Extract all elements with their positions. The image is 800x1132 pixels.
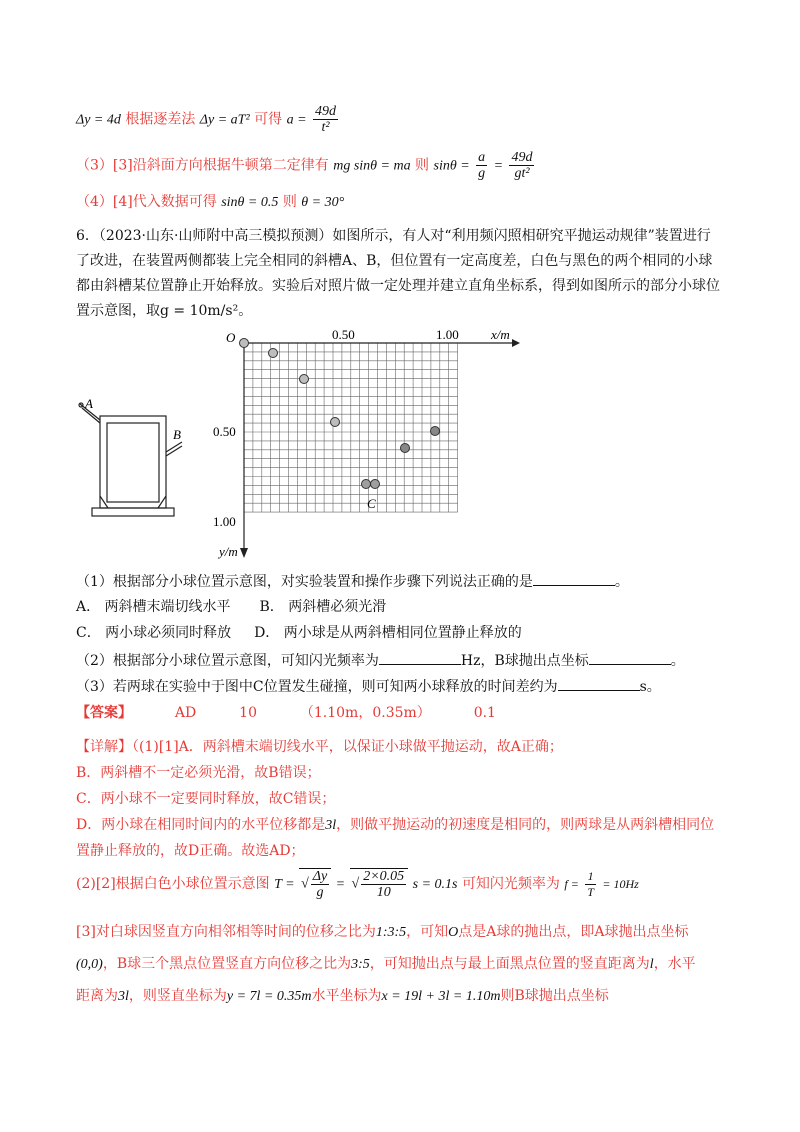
ball-white-1 [269, 349, 278, 358]
blank-1[interactable] [533, 571, 615, 586]
sin-theta-value: sinθ = 0.5 [221, 195, 279, 210]
detail-7 [76, 922, 689, 943]
detail-9c: 水平坐标为 [311, 988, 382, 1004]
origin-label: O [226, 330, 236, 345]
ball-white-2 [300, 375, 309, 384]
question-2-text-b: Hz，B球抛出点坐标 [460, 653, 589, 669]
x-tick-050: 0.50 [332, 327, 355, 342]
x-axis-arrow [512, 339, 520, 347]
apparatus-board [107, 423, 159, 502]
question-2-end: 。 [670, 653, 685, 669]
question-1 [76, 571, 629, 592]
ball-white-origin [240, 339, 249, 348]
question-3 [76, 676, 661, 697]
length-3l: 3l [118, 989, 129, 1004]
apparatus-base [92, 508, 174, 516]
text-get: 可得 [254, 111, 283, 128]
sqrt-1: √ $\frac{\Delta y}{g}$ [299, 868, 331, 900]
x-axis-label: x/m [491, 327, 510, 342]
text-method: 根据逐差法 [125, 111, 196, 128]
length-l: l [649, 957, 654, 972]
text-then: 则 [415, 157, 430, 174]
y-tick-050: 0.50 [213, 424, 236, 439]
detail-2: B．两斜槽不一定必须光滑，故B错误； [76, 765, 321, 781]
text-then-2: 则 [282, 194, 297, 210]
sqrt-2: √ $\frac{2\times 0.05}{10}$ [350, 868, 409, 900]
fraction-49d-gt2: $\frac{49d}{\text{gt²}}$ [511, 150, 533, 181]
detail-4a: D．两小球在相同时间内的水平位移都是 [76, 817, 326, 833]
freq-value: = 10Hz [602, 877, 639, 891]
point-o: O [448, 925, 459, 940]
delta-y-at2: Δy = aT² [199, 112, 250, 128]
detail-3: C．两小球不一定要同时释放，故C错误； [76, 791, 336, 807]
equals-sign: = [493, 158, 504, 174]
answer-line [76, 703, 496, 723]
fraction-a-g: $\frac{a}{g}$ [478, 150, 486, 181]
figure [70, 322, 530, 560]
y-axis-label: y/m [219, 544, 238, 559]
ball-white-3 [331, 418, 340, 427]
detail-9 [76, 986, 609, 1007]
a-eq: a = [286, 112, 307, 128]
label-c: C [367, 496, 376, 511]
label-a: A [85, 396, 93, 411]
question-1-end: 。 [614, 574, 629, 590]
options-row-1 [76, 597, 386, 617]
ball-black-2 [401, 444, 410, 453]
options-row-2 [76, 623, 522, 643]
detail-8b: ，可知抛出点与最上面黑点位置的竖直距离为 [369, 956, 650, 972]
y-axis-arrow [240, 548, 248, 558]
detail-9d: 则B球抛出点坐标 [500, 988, 609, 1004]
answer-1: AD [174, 705, 197, 721]
sin-theta-eq: sinθ = [433, 158, 470, 174]
question-1-text: （1）根据部分小球位置示意图，对实验装置和操作步骤下列说法正确的是 [76, 574, 533, 590]
detail-4 [76, 815, 714, 836]
question-stem-1: 6．（2023·山东·山师附中高三模拟预测）如图所示，有人对“利用频闪照相研究平抛运动规律”装置进行 [76, 228, 711, 244]
ball-white-4 [362, 480, 371, 489]
mg-sin-eq: mg sinθ = ma [333, 158, 411, 174]
question-2 [76, 650, 685, 671]
delta-y-eq: Δy = 4d [76, 112, 121, 128]
detail-7c: 点是A球的抛出点，即A球抛出点坐标 [458, 924, 689, 940]
formula-line-3 [76, 192, 344, 213]
question-2-text: （2）根据部分小球位置示意图，可知闪光频率为 [76, 653, 379, 669]
answer-2: 10 [239, 705, 257, 721]
freq-eq: f = [564, 877, 579, 891]
equals-sign-2: = [335, 877, 346, 892]
option-b: B． 两斜槽必须光滑 [259, 599, 387, 615]
detail-9b: ，则竖直坐标为 [128, 988, 227, 1004]
question-stem-2: 了改进，在装置两侧都装上完全相同的斜槽A、B，但位置有一定高度差，白色与黑色的两个相同的小球 [76, 253, 713, 269]
x-coord: x = 19l + 3l = 1.10m [381, 989, 501, 1004]
theta-value: θ = 30° [301, 195, 345, 210]
grid [244, 343, 458, 512]
option-c: C． 两小球必须同时释放 [76, 625, 232, 641]
detail-7a: [3]对白球因竖直方向相邻相等时间的位移之比为 [76, 924, 376, 940]
question-stem-4: 置示意图，取g = 10m/s²。 [76, 303, 253, 319]
fraction-1-T: $\frac{1}{T}$ [587, 868, 594, 899]
formula-line-1 [76, 104, 340, 135]
formula-line-2 [76, 150, 536, 181]
question-3-text: （3）若两球在实验中于图中C位置发生碰撞，则可知两小球释放的时间差约为 [76, 679, 558, 695]
blank-4[interactable] [558, 676, 640, 691]
label-b: B [173, 427, 181, 442]
ball-black-1 [431, 427, 440, 436]
x-tick-100: 1.00 [436, 327, 459, 342]
period-value: s = 0.1s [412, 877, 458, 892]
y-tick-100: 1.00 [213, 514, 236, 529]
option-a: A． 两斜槽末端切线水平 [76, 599, 231, 615]
coord-origin: (0,0) [76, 957, 103, 972]
question-stem-3: 都由斜槽某位置静止开始释放。实验后对照片做一定处理并建立直角坐标系，得到如图所示的部分小球位 [76, 278, 720, 294]
blank-3[interactable] [589, 650, 671, 665]
detail-1: 【详解】（(1)[1]A．两斜槽末端切线水平，以保证小球做平抛运动，故A正确； [76, 739, 563, 755]
ratio-35: 3:5 [351, 957, 370, 972]
ball-black-3 [371, 480, 380, 489]
answer-label: 【答案】 [76, 705, 132, 721]
option-d: D． 两小球是从两斜槽相同位置静止释放的 [254, 625, 522, 641]
apparatus [79, 403, 182, 516]
detail-6b: 可知闪光频率为 [461, 876, 560, 892]
detail-9a: 距离为 [76, 988, 118, 1004]
period-eq: T = [274, 877, 295, 892]
detail-8a: ，B球三个黑点位置竖直方向位移之比为 [102, 956, 352, 972]
detail-5: 置静止释放的，故D正确。故选AD； [76, 843, 305, 859]
detail-6a: (2)[2]根据白色小球位置示意图 [76, 876, 270, 892]
fraction-49d-t2: $\frac{49d}{\text{t²}}$ [314, 104, 336, 135]
answer-3: （1.10m，0.35m） [299, 705, 431, 721]
blank-2[interactable] [379, 650, 461, 665]
detail-4b: ，则做平抛运动的初速度是相同的，则两球是从两斜槽相同位 [336, 817, 715, 833]
detail-8 [76, 954, 696, 975]
ratio-135: 1:3:5 [375, 925, 407, 940]
detail-4-math: 3l [325, 818, 337, 833]
apparatus-frame [100, 416, 166, 508]
question-3-end: s。 [639, 679, 661, 695]
text-newton: （3）[3]沿斜面方向根据牛顿第二定律有 [76, 157, 329, 174]
detail-7b: ，可知 [406, 924, 449, 940]
detail-8c: ，水平 [653, 956, 696, 972]
detail-6 [76, 868, 639, 900]
text-substitute: （4）[4]代入数据可得 [76, 194, 217, 210]
y-coord: y = 7l = 0.35m [226, 989, 312, 1004]
answer-4: 0.1 [473, 705, 496, 721]
